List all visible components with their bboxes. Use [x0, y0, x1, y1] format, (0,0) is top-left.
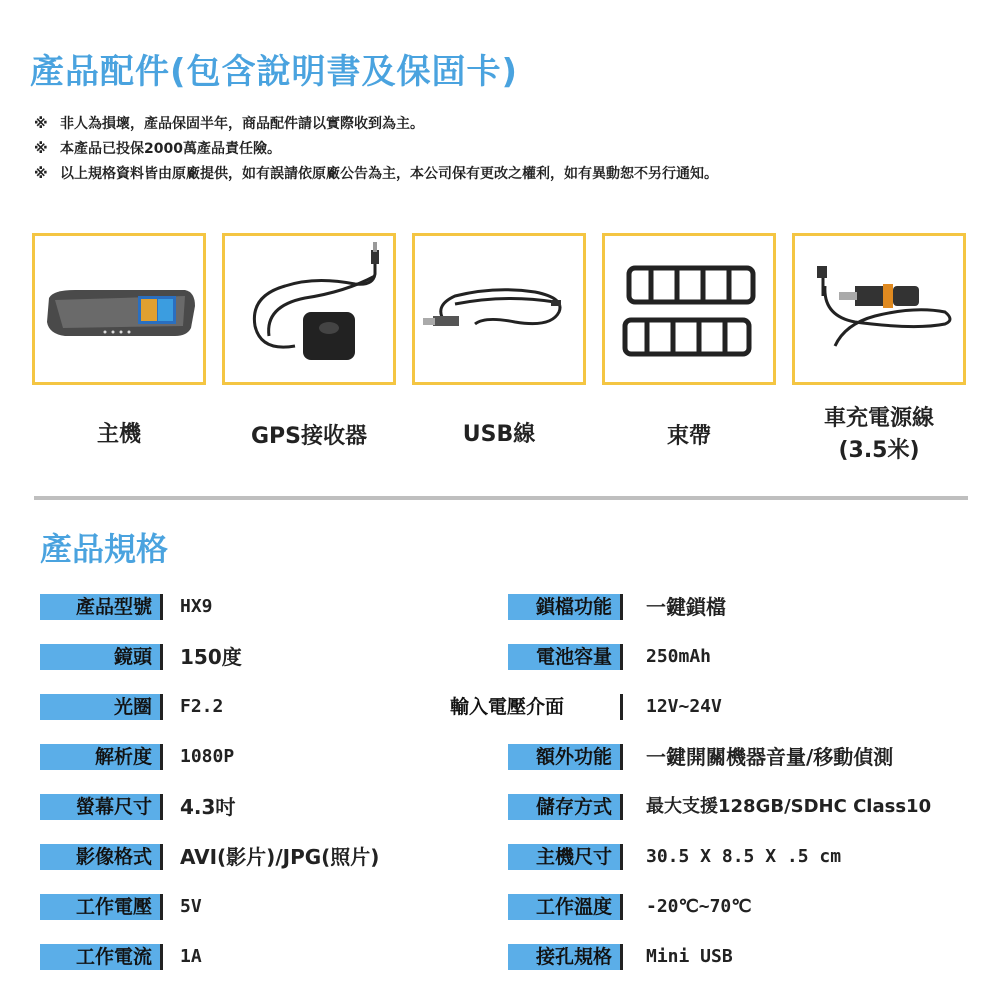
- note-text: 非人為損壞，產品保固半年，商品配件請以實際收到為主。: [60, 116, 424, 132]
- spec-separator: [620, 944, 623, 970]
- note-text: 以上規格資料皆由原廠提供，如有誤請依原廠公告為主，本公司保有更改之權利，如有異動恕不另行通知。: [60, 166, 718, 182]
- spec-value: 1A: [180, 946, 202, 967]
- spec-separator: [620, 894, 623, 920]
- notes-list: [34, 112, 718, 187]
- spec-separator: [620, 594, 623, 620]
- spec-separator: [620, 644, 623, 670]
- spec-label: 鎖檔功能: [508, 594, 620, 620]
- spec-value: 一鍵開關機器音量/移動偵測: [646, 745, 894, 769]
- spec-value: 150度: [180, 645, 242, 669]
- car-charger-icon: [795, 236, 963, 382]
- strap-icon: [605, 236, 773, 382]
- spec-separator: [620, 694, 623, 720]
- spec-separator: [160, 694, 163, 720]
- spec-separator: [620, 844, 623, 870]
- spec-label: 儲存方式: [508, 794, 620, 820]
- spec-value: 一鍵鎖檔: [646, 595, 726, 619]
- spec-label: 螢幕尺寸: [40, 794, 160, 820]
- page-title: 產品配件(包含說明書及保固卡): [30, 52, 519, 92]
- accessory-box-gps: [222, 233, 396, 385]
- note-item: [34, 137, 718, 162]
- spec-label: 接孔規格: [508, 944, 620, 970]
- spec-label: 鏡頭: [40, 644, 160, 670]
- spec-label: 工作電壓: [40, 894, 160, 920]
- note-item: [34, 112, 718, 137]
- accessory-box-strap: [602, 233, 776, 385]
- spec-separator: [620, 744, 623, 770]
- spec-label: 影像格式: [40, 844, 160, 870]
- accessory-box-charger: [792, 233, 966, 385]
- spec-value: 最大支援128GB/SDHC Class10: [646, 796, 932, 817]
- spec-separator: [160, 894, 163, 920]
- spec-value: 1080P: [180, 746, 235, 767]
- spec-label: 主機尺寸: [508, 844, 620, 870]
- spec-value: HX9: [180, 596, 213, 617]
- spec-separator: [160, 944, 163, 970]
- note-mark: ※: [34, 116, 48, 132]
- note-mark: ※: [34, 141, 48, 157]
- section-divider: [34, 496, 968, 500]
- spec-label: 解析度: [40, 744, 160, 770]
- accessory-label: 束帶: [666, 424, 711, 449]
- accessory-label: 主機: [96, 422, 141, 447]
- spec-separator: [160, 744, 163, 770]
- usb-cable-icon: [415, 236, 583, 382]
- note-mark: ※: [34, 166, 48, 182]
- spec-value: -20℃~70℃: [646, 896, 752, 917]
- spec-label: 產品型號: [40, 594, 160, 620]
- gps-receiver-icon: [225, 236, 393, 382]
- spec-separator: [620, 794, 623, 820]
- spec-separator: [160, 844, 163, 870]
- accessory-label-sub: (3.5米): [838, 438, 920, 463]
- accessory-label: 車充電源線: [823, 406, 934, 431]
- spec-separator: [160, 794, 163, 820]
- spec-section-title: 產品規格: [40, 530, 169, 568]
- accessory-label: GPS接收器: [250, 424, 368, 449]
- spec-value: 30.5 X 8.5 X .5 cm: [646, 846, 842, 867]
- spec-value: Mini USB: [646, 946, 733, 967]
- spec-label: 工作溫度: [508, 894, 620, 920]
- spec-value: 5V: [180, 896, 202, 917]
- spec-value: 4.3吋: [180, 795, 236, 819]
- spec-separator: [160, 594, 163, 620]
- accessory-box-main-unit: [32, 233, 206, 385]
- accessory-box-usb: [412, 233, 586, 385]
- spec-value: AVI(影片)/JPG(照片): [180, 845, 380, 869]
- accessory-label: USB線: [462, 422, 536, 447]
- spec-value: 12V~24V: [646, 696, 722, 717]
- spec-value: 250mAh: [646, 646, 712, 667]
- spec-label: 電池容量: [508, 644, 620, 670]
- note-item: [34, 162, 718, 187]
- spec-label: 工作電流: [40, 944, 160, 970]
- spec-label: 輸入電壓介面: [450, 696, 565, 718]
- spec-separator: [160, 644, 163, 670]
- mirror-dashcam-icon: [35, 236, 203, 382]
- spec-label: 光圈: [40, 694, 160, 720]
- spec-label: 額外功能: [508, 744, 620, 770]
- note-text: 本產品已投保2000萬產品責任險。: [60, 141, 281, 157]
- spec-value: F2.2: [180, 696, 224, 717]
